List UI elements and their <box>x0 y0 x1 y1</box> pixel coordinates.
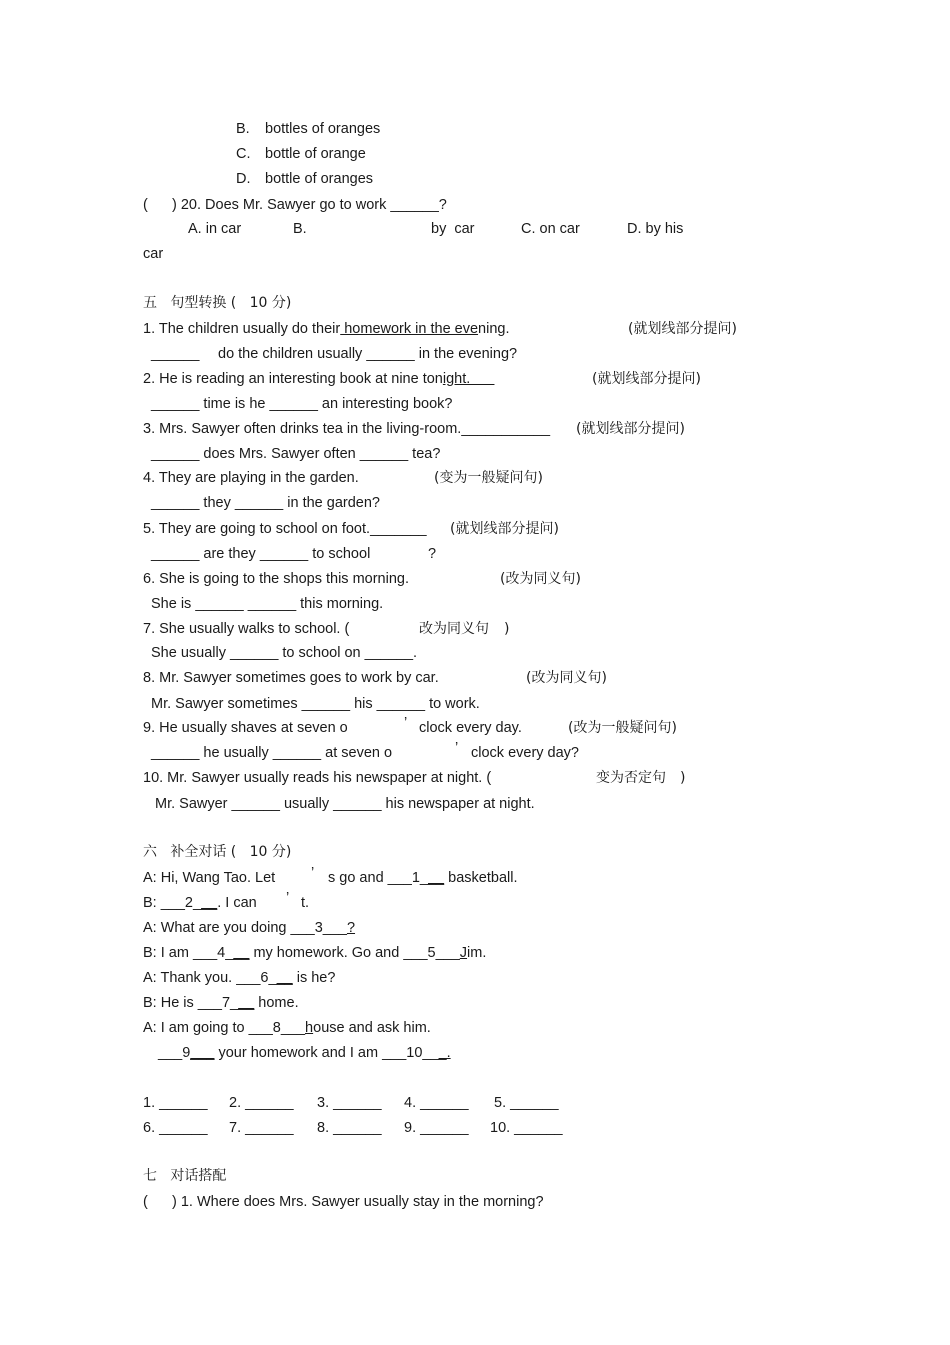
q20-question: ) 20. Does Mr. Sawyer go to work ______? <box>172 197 447 213</box>
dialog-line-6: B: He is ___7___ home. <box>143 995 299 1011</box>
s5-q8-instruction: (改为同义句) <box>526 670 607 686</box>
option-letter: C. <box>236 146 251 162</box>
s5-q7-answer: She usually ______ to school on ______. <box>151 645 418 661</box>
q19-option-b <box>236 120 381 138</box>
s5-q8-answer: Mr. Sawyer sometimes ______ his ______ to work. <box>151 696 480 712</box>
option-letter: B. <box>236 121 250 137</box>
q20-option-d-wrap: car <box>143 246 164 262</box>
section5-heading: 五 句型转换 ( 10 分) <box>143 295 292 311</box>
s5-q9-answer-end: clock every day? <box>471 745 579 761</box>
dialog-line-2: B: ___2___. I can <box>143 895 257 911</box>
answer-blank-7: 7. ______ <box>229 1120 294 1136</box>
answer-blank-2: 2. ______ <box>229 1095 294 1111</box>
s5-q10-instruction-end: ) <box>680 770 686 786</box>
q20-paren: ( <box>143 197 148 213</box>
s5-q1-answer: do the children usually ______ in the evening? <box>218 346 518 362</box>
s5-q1-question: 1. The children usually do their homework in the evening. <box>143 321 510 337</box>
s5-q6-answer: She is ______ ______ this morning. <box>151 596 384 612</box>
answer-blank-5: 5. ______ <box>494 1095 559 1111</box>
s5-q2-answer: ______ time is he ______ an interesting book? <box>151 396 453 412</box>
answer-blank-6: 6. ______ <box>143 1120 208 1136</box>
s5-q5-question: 5. They are going to school on foot._______ <box>143 521 427 537</box>
answer-blank-1: 1. ______ <box>143 1095 208 1111</box>
s5-q10-answer: Mr. Sawyer ______ usually ______ his newspaper at night. <box>155 796 535 812</box>
s5-q7-question: 7. She usually walks to school. ( <box>143 621 350 637</box>
s5-q4-instruction: (变为一般疑问句) <box>434 470 543 486</box>
s5-q1-instruction: (就划线部分提问) <box>628 321 737 337</box>
dialog-line-2-apostrophe: ’ <box>286 890 290 906</box>
q20-option-b-letter: B. <box>293 221 307 237</box>
dialog-line-1-end: s go and ___1___ basketball. <box>328 870 518 886</box>
answer-blank-4: 4. ______ <box>404 1095 469 1111</box>
s5-q9-question-end: clock every day. <box>419 720 522 736</box>
s5-q4-answer: ______ they ______ in the garden? <box>151 495 380 511</box>
q20-option-d: D. by his <box>627 221 684 237</box>
option-text: bottle of oranges <box>265 171 374 187</box>
dialog-line-1-apostrophe: ’ <box>311 865 315 881</box>
dialog-line-8: ___9___ your homework and I am ___10___. <box>158 1045 451 1061</box>
s5-q5-instruction: (就划线部分提问) <box>450 521 559 537</box>
s5-q9-apostrophe: ’ <box>404 715 408 731</box>
s5-q9-instruction: (改为一般疑问句) <box>568 720 677 736</box>
answer-blank-10: 10. ______ <box>490 1120 563 1136</box>
s5-q1-answer-blank: ______ <box>151 346 200 362</box>
dialog-line-3: A: What are you doing ___3___? <box>143 920 356 936</box>
s7-q1-paren: ( <box>143 1194 148 1210</box>
section6-heading: 六 补全对话 ( 10 分) <box>143 844 292 860</box>
answer-blank-9: 9. ______ <box>404 1120 469 1136</box>
s5-q8-question: 8. Mr. Sawyer sometimes goes to work by car. <box>143 670 439 686</box>
q19-option-d <box>236 170 374 188</box>
option-text: bottles of oranges <box>265 121 381 137</box>
s5-q2-instruction: (就划线部分提问) <box>592 371 701 387</box>
s5-q5-answer-end: ? <box>428 546 437 562</box>
dialog-line-7: A: I am going to ___8___house and ask him. <box>143 1020 431 1036</box>
s5-q4-question: 4. They are playing in the garden. <box>143 470 359 486</box>
s5-q7-instruction-end: ) <box>504 621 510 637</box>
q20-option-a: A. in car <box>188 221 242 237</box>
option-letter: D. <box>236 171 251 187</box>
dialog-line-4: B: I am ___4___ my homework. Go and ___5___Jim. <box>143 945 487 961</box>
s5-q10-question: 10. Mr. Sawyer usually reads his newspaper at night. ( <box>143 770 492 786</box>
s5-q5-answer: ______ are they ______ to school <box>151 546 371 562</box>
dialog-line-5: A: Thank you. ___6___ is he? <box>143 970 336 986</box>
s5-q2-question: 2. He is reading an interesting book at nine tonight. <box>143 371 495 387</box>
s5-q10-instruction: 变为否定句 <box>596 770 666 786</box>
section7-heading: 七 对话搭配 <box>143 1168 227 1184</box>
dialog-line-1: A: Hi, Wang Tao. Let <box>143 870 276 886</box>
q20-option-c: C. on car <box>521 221 580 237</box>
s5-q3-instruction: (就划线部分提问) <box>576 421 685 437</box>
s5-q7-instruction: 改为同义句 <box>419 621 489 637</box>
option-text: bottle of orange <box>265 146 366 162</box>
s5-q9-answer-apostrophe: ’ <box>455 740 459 756</box>
s5-q6-question: 6. She is going to the shops this morning. <box>143 571 409 587</box>
s5-q6-instruction: (改为同义句) <box>500 571 581 587</box>
s5-q3-answer: ______ does Mrs. Sawyer often ______ tea? <box>151 446 441 462</box>
s5-q9-answer: ______ he usually ______ at seven o <box>151 745 393 761</box>
q19-option-c <box>236 145 366 163</box>
s7-q1-question: ) 1. Where does Mrs. Sawyer usually stay in the morning? <box>172 1194 544 1210</box>
s5-q9-question: 9. He usually shaves at seven o <box>143 720 348 736</box>
q20-option-b-text: by car <box>431 221 475 237</box>
dialog-line-2-end: t. <box>301 895 310 911</box>
answer-blank-3: 3. ______ <box>317 1095 382 1111</box>
answer-blank-8: 8. ______ <box>317 1120 382 1136</box>
s5-q3-question: 3. Mrs. Sawyer often drinks tea in the living-room.___________ <box>143 421 551 437</box>
